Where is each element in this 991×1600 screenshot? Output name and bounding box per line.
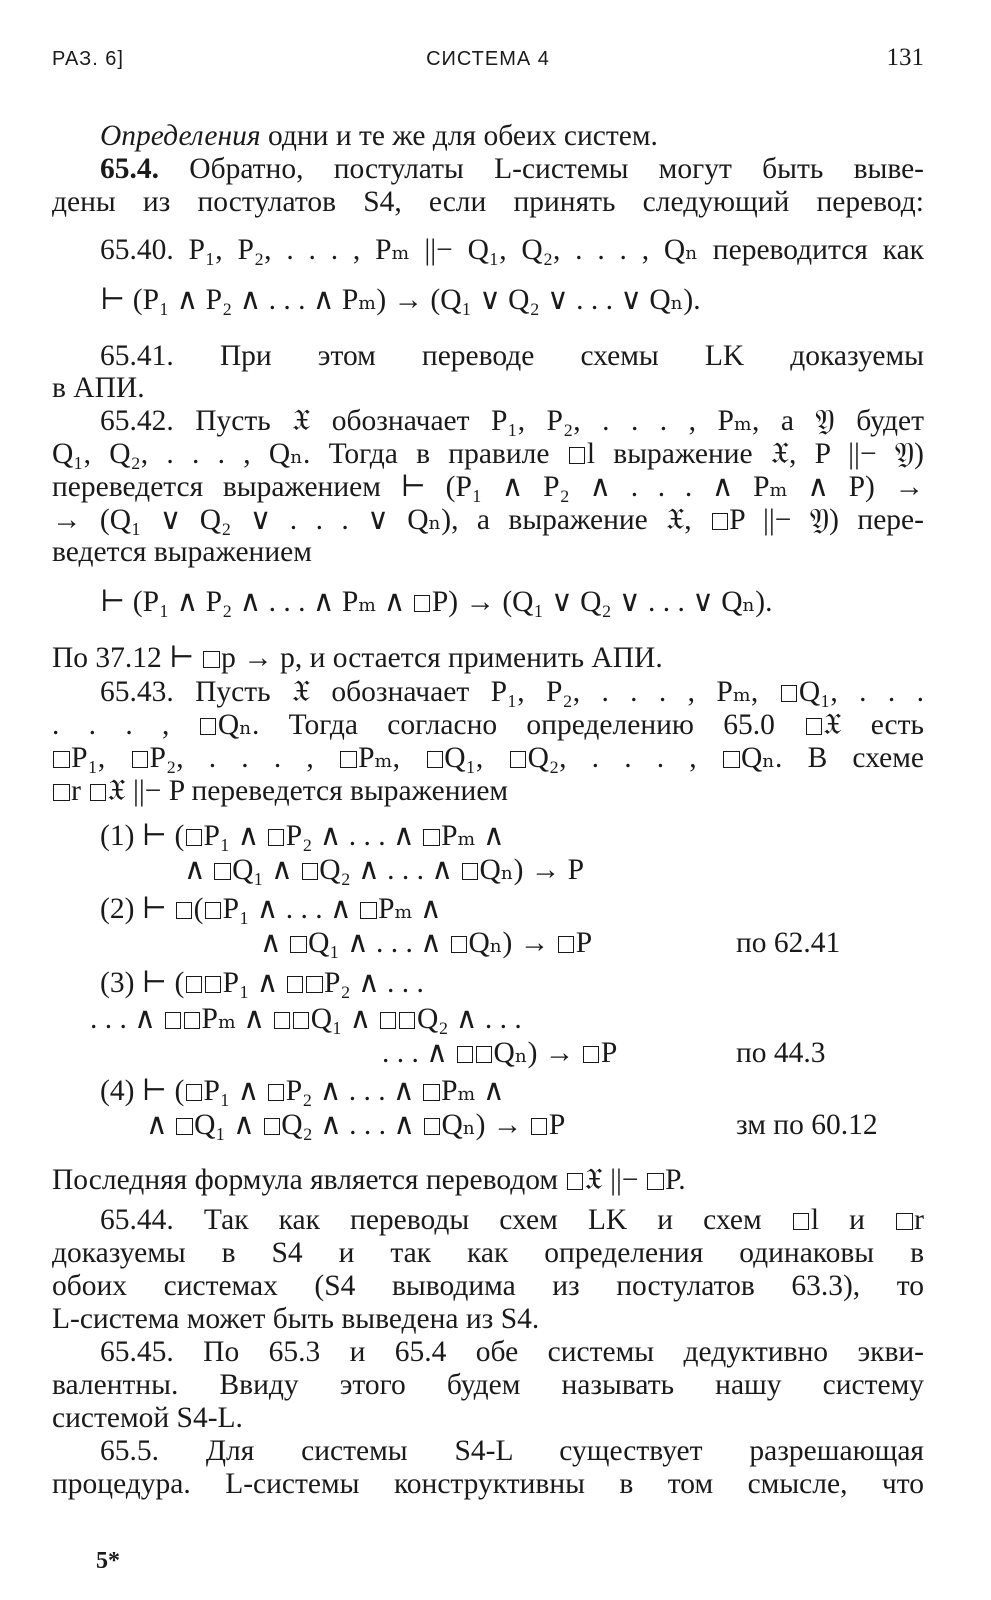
box-operator [423,829,439,845]
box-operator [186,1084,202,1100]
box-operator [569,447,585,463]
header-running-title: СИСТЕМА 4 [426,48,550,70]
box-operator [53,751,69,767]
text-line: 65.5. Для системы S4-L существует разрешающая [100,1435,924,1467]
box-operator [531,1118,547,1134]
text-line: 65.44. Так как переводы схем LK и схем l и r [100,1204,924,1236]
formula-4-line-2: ∧ Q₁ ∧ Q₂ ∧ . . . ∧ Qₙ) → P [146,1109,566,1141]
box-operator [176,902,192,918]
text-line: Определения одни и те же для обеих систем. [100,120,658,152]
text-line: дены из постулатов S4, если принять следующий перевод: [52,186,924,218]
text-line: 65.41. При этом переводе схемы LK доказуемы [100,340,924,372]
box-operator [184,1012,200,1028]
box-operator [274,1012,290,1028]
box-operator [712,513,728,529]
box-operator [306,976,322,992]
box-operator [268,1084,284,1100]
formula-3-line-2: . . . ∧ Pₘ ∧ Q₁ ∧ Q₂ ∧ . . . [90,1003,522,1035]
formula-line: 65.40. P₁, P₂, . . . , Pₘ ||− Q₁, Q₂, . . . , Qₙ переводится как [100,234,924,266]
page-header [52,44,924,84]
text-line: 65.4. Обратно, постулаты L-системы могут быть выве- [100,153,924,185]
box-operator [806,718,822,734]
page-number: 131 [886,44,924,71]
box-operator [424,1118,440,1134]
box-operator [360,902,376,918]
text-line: По 37.12 ⊢ p → p, и остается применить АПИ. [52,642,663,674]
box-operator [200,718,216,734]
box-operator [380,1012,396,1028]
formula-2-reference: по 62.41 [736,927,841,959]
box-operator [205,902,221,918]
formula-3-line-3: . . . ∧ Qₙ) → P [382,1037,618,1069]
box-operator [293,1012,309,1028]
box-operator [302,863,318,879]
box-operator [781,685,797,701]
box-operator [896,1213,912,1229]
box-operator [340,751,356,767]
box-operator [793,1213,809,1229]
text-line: 65.42. Пусть 𝔛 обозначает P₁, P₂, . . . , Pₘ, а 𝔜 будет [100,405,924,437]
box-operator [476,1046,492,1062]
text-line: → (Q₁ ∨ Q₂ ∨ . . . ∨ Qₙ), а выражение 𝔛, P ||− 𝔜) пере- [52,504,924,536]
box-operator [268,829,284,845]
text-line: переведется выражением ⊢ (P₁ ∧ P₂ ∧ . . . ∧ Pₘ ∧ P) → [52,471,924,503]
box-operator [457,1046,473,1062]
formula-3-reference: по 44.3 [736,1037,826,1069]
formula-2-line-1: (2) ⊢ ( P₁ ∧ . . . ∧ Pₘ ∧ [100,893,442,925]
box-operator [423,1084,439,1100]
formula-line: ⊢ (P₁ ∧ P₂ ∧ . . . ∧ Pₘ) → (Q₁ ∨ Q₂ ∨ . . . ∨ Qₙ). [100,284,701,316]
text-line: . . . , Qₙ. Тогда согласно определению 65.0 𝔛 есть [52,709,925,741]
text-line: P₁, P₂, . . . , Pₘ, Q₁, Q₂, . . . , Qₙ. В схеме [52,742,924,774]
box-operator [427,751,443,767]
formula-4-reference: зм по 60.12 [736,1109,878,1141]
text-line: Последняя формула является переводом 𝔛 ||− P. [52,1164,686,1196]
box-operator [205,976,221,992]
box-operator [647,1173,663,1189]
text-line: 65.45. По 65.3 и 65.4 обе системы дедуктивно экви- [100,1336,924,1368]
box-operator [203,651,219,667]
box-operator [290,936,306,952]
box-operator [414,595,430,611]
box-operator [165,1012,181,1028]
box-operator [90,784,106,800]
text-line: процедура. L-системы конструктивны в том смысле, что [52,1468,924,1500]
box-operator [214,863,230,879]
box-operator [132,751,148,767]
text-line: Q₁, Q₂, . . . , Qₙ. Тогда в правиле l выражение 𝔛, P ||− 𝔜) [52,438,924,470]
text-line: 65.43. Пусть 𝔛 обозначает P₁, P₂, . . . , Pₘ, Q₁, . . . [100,676,925,708]
box-operator [510,751,526,767]
text-line: r 𝔛 ||− P переведется выражением [52,775,924,807]
text-line: системой S4-L. [52,1402,243,1434]
box-operator [287,976,303,992]
formula-4-line-1: (4) ⊢ ( P₁ ∧ P₂ ∧ . . . ∧ Pₘ ∧ [100,1075,505,1107]
box-operator [264,1118,280,1134]
text-line: валентны. Ввиду этого будем называть нашу систему [52,1369,924,1401]
formula-2-line-2: ∧ Q₁ ∧ . . . ∧ Qₙ) → P [260,927,593,959]
text-line: доказуемы в S4 и так как определения одинаковы в [52,1237,924,1269]
formula-1-line-1: (1) ⊢ ( P₁ ∧ P₂ ∧ . . . ∧ Pₘ ∧ [100,820,505,852]
printer-signature: 5* [96,1548,120,1574]
box-operator [723,751,739,767]
box-operator [451,936,467,952]
formula-line: ⊢ (P₁ ∧ P₂ ∧ . . . ∧ Pₘ ∧ P) → (Q₁ ∨ Q₂ ∨ . . . ∨ Qₙ). [100,586,773,618]
box-operator [462,863,478,879]
box-operator [567,1173,583,1189]
header-section-ref: РАЗ. 6] [52,48,124,70]
text-line: в АПИ. [52,372,145,404]
text-line: обоих системах (S4 выводима из постулатов 63.3), то [52,1270,924,1302]
box-operator [176,1118,192,1134]
formula-1-line-2: ∧ Q₁ ∧ Q₂ ∧ . . . ∧ Qₙ) → P [184,854,585,886]
box-operator [186,829,202,845]
box-operator [399,1012,415,1028]
box-operator [53,784,69,800]
box-operator [583,1046,599,1062]
formula-3-line-1: (3) ⊢ ( P₁ ∧ P₂ ∧ . . . [100,967,424,999]
text-line: L-система может быть выведена из S4. [52,1303,540,1335]
box-operator [558,936,574,952]
text-line: ведется выражением [52,536,312,568]
box-operator [186,976,202,992]
